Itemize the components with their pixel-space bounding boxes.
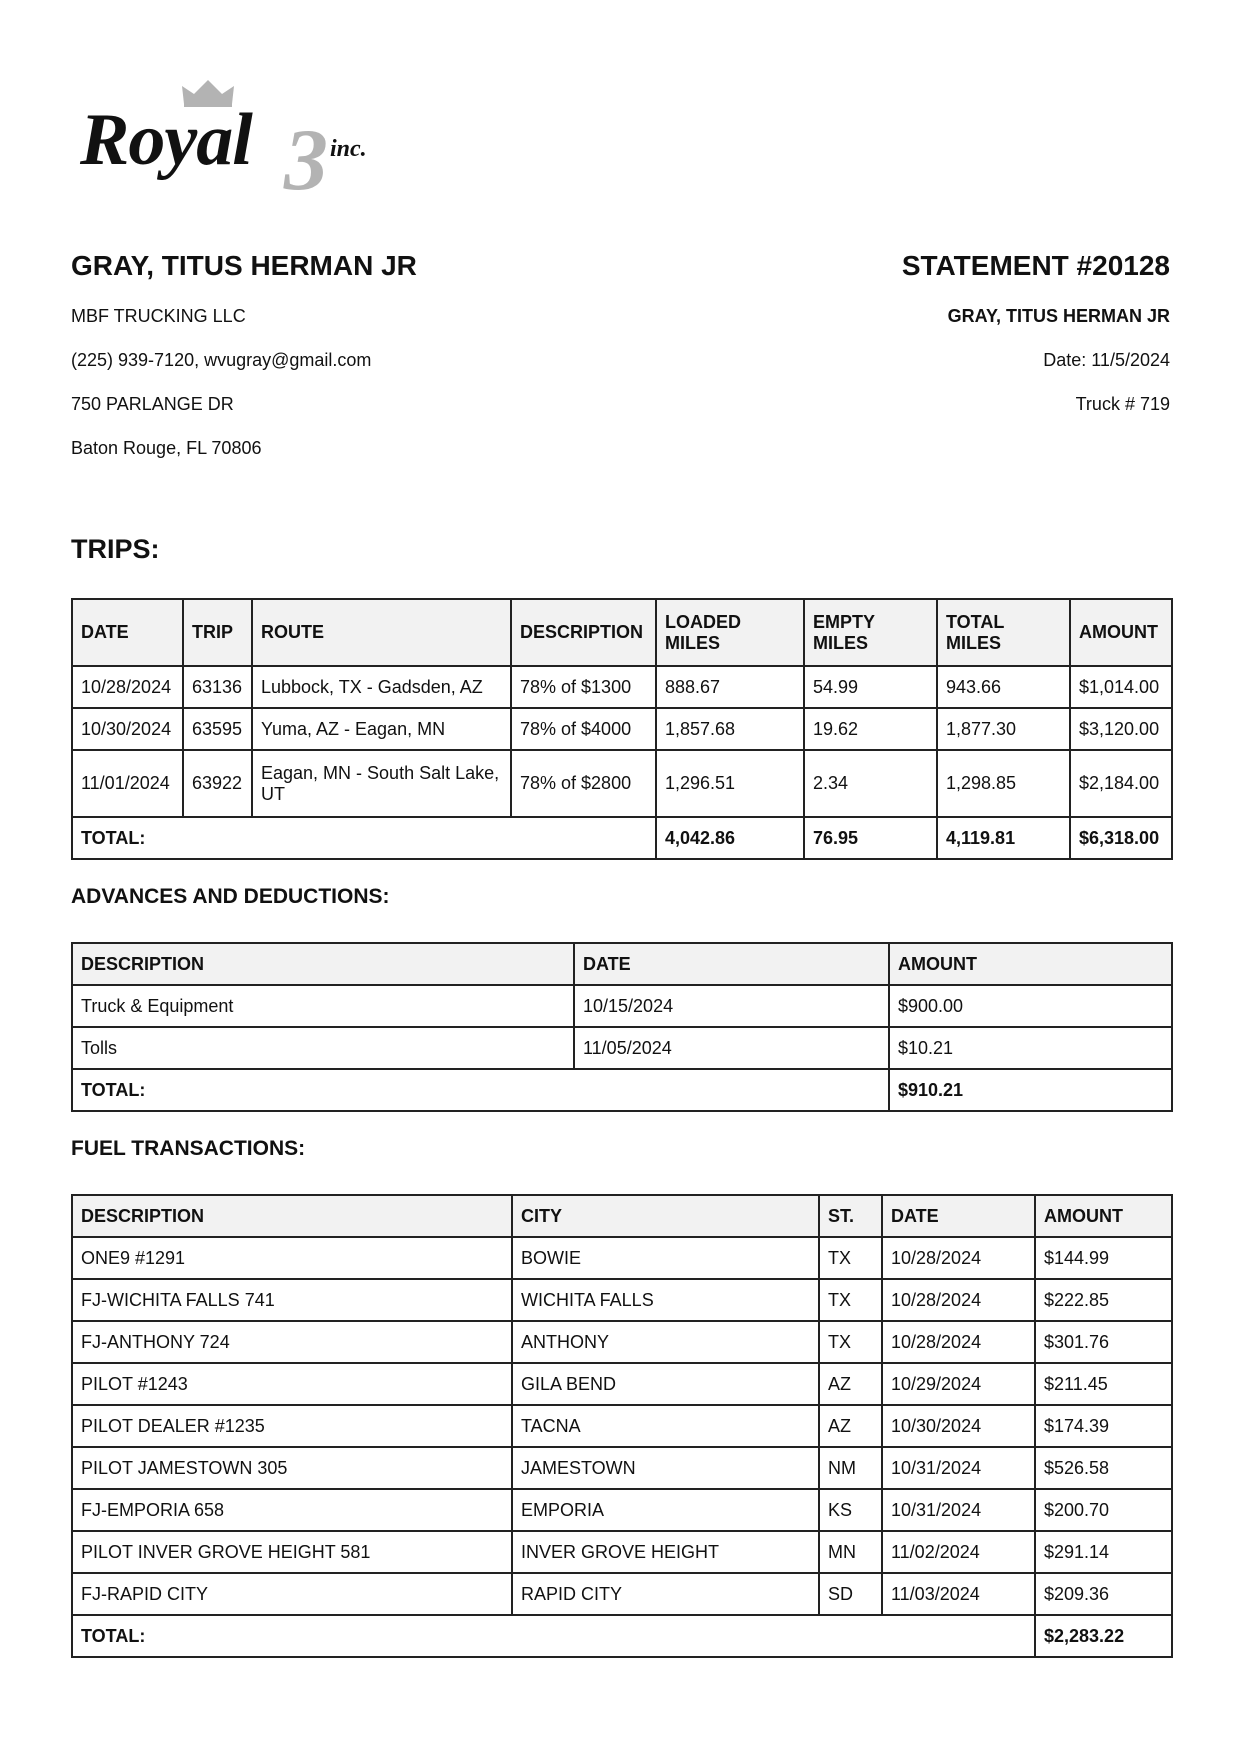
fuel-state: KS bbox=[819, 1489, 882, 1531]
fuel-state: AZ bbox=[819, 1363, 882, 1405]
fuel-city: BOWIE bbox=[512, 1237, 819, 1279]
table-row bbox=[72, 1363, 1172, 1405]
trip-empty-miles: 19.62 bbox=[804, 708, 937, 750]
trip-number: 63595 bbox=[183, 708, 252, 750]
table-row bbox=[72, 1027, 1172, 1069]
logo-suffix: inc. bbox=[330, 136, 367, 162]
fuel-date: 10/30/2024 bbox=[882, 1405, 1035, 1447]
advance-amount: $10.21 bbox=[889, 1027, 1172, 1069]
fuel-description: FJ-RAPID CITY bbox=[72, 1573, 512, 1615]
advance-description: Tolls bbox=[72, 1027, 574, 1069]
fuel-state: NM bbox=[819, 1447, 882, 1489]
column-header-description: DESCRIPTION bbox=[72, 943, 574, 985]
table-row bbox=[72, 708, 1172, 750]
trip-total-miles: 1,298.85 bbox=[937, 750, 1070, 817]
table-row bbox=[72, 1489, 1172, 1531]
column-header-date: DATE bbox=[574, 943, 889, 985]
fuel-description: PILOT #1243 bbox=[72, 1363, 512, 1405]
advance-description: Truck & Equipment bbox=[72, 985, 574, 1027]
trip-amount: $1,014.00 bbox=[1070, 666, 1172, 708]
total-amount: $910.21 bbox=[889, 1069, 1172, 1111]
fuel-city: EMPORIA bbox=[512, 1489, 819, 1531]
trip-amount: $3,120.00 bbox=[1070, 708, 1172, 750]
advance-amount: $900.00 bbox=[889, 985, 1172, 1027]
fuel-amount: $211.45 bbox=[1035, 1363, 1172, 1405]
total-label: TOTAL: bbox=[72, 1069, 889, 1111]
fuel-date: 11/03/2024 bbox=[882, 1573, 1035, 1615]
fuel-amount: $301.76 bbox=[1035, 1321, 1172, 1363]
total-miles: 4,119.81 bbox=[937, 817, 1070, 859]
advance-date: 10/15/2024 bbox=[574, 985, 889, 1027]
fuel-amount: $200.70 bbox=[1035, 1489, 1172, 1531]
column-header-date: DATE bbox=[882, 1195, 1035, 1237]
table-row bbox=[72, 1447, 1172, 1489]
total-amount: $2,283.22 bbox=[1035, 1615, 1172, 1657]
total-label: TOTAL: bbox=[72, 1615, 1035, 1657]
driver-name: GRAY, TITUS HERMAN JR bbox=[71, 250, 417, 281]
fuel-description: FJ-EMPORIA 658 bbox=[72, 1489, 512, 1531]
trip-route: Eagan, MN - South Salt Lake, UT bbox=[252, 750, 511, 817]
trips-table bbox=[71, 598, 1173, 860]
logo-text: Royal bbox=[80, 99, 252, 181]
trip-route: Lubbock, TX - Gadsden, AZ bbox=[252, 666, 511, 708]
statement-date: Date: 11/5/2024 bbox=[1043, 350, 1170, 370]
column-header-empty-miles: EMPTY MILES bbox=[804, 599, 937, 666]
fuel-state: TX bbox=[819, 1321, 882, 1363]
fuel-date: 10/29/2024 bbox=[882, 1363, 1035, 1405]
trip-total-miles: 943.66 bbox=[937, 666, 1070, 708]
fuel-state: TX bbox=[819, 1279, 882, 1321]
fuel-city: JAMESTOWN bbox=[512, 1447, 819, 1489]
fuel-state: MN bbox=[819, 1531, 882, 1573]
table-row bbox=[72, 1573, 1172, 1615]
table-row bbox=[72, 1531, 1172, 1573]
total-row bbox=[72, 1615, 1172, 1657]
fuel-description: PILOT JAMESTOWN 305 bbox=[72, 1447, 512, 1489]
statement-title: STATEMENT #20128 bbox=[901, 250, 1170, 281]
truck-number: Truck # 719 bbox=[1075, 394, 1170, 414]
table-row bbox=[72, 1405, 1172, 1447]
fuel-amount: $144.99 bbox=[1035, 1237, 1172, 1279]
advance-date: 11/05/2024 bbox=[574, 1027, 889, 1069]
fuel-description: PILOT DEALER #1235 bbox=[72, 1405, 512, 1447]
fuel-amount: $526.58 bbox=[1035, 1447, 1172, 1489]
trip-total-miles: 1,877.30 bbox=[937, 708, 1070, 750]
advances-heading: ADVANCES AND DEDUCTIONS: bbox=[71, 885, 390, 908]
logo-number: 3 bbox=[284, 112, 328, 209]
fuel-amount: $209.36 bbox=[1035, 1573, 1172, 1615]
table-row bbox=[72, 1279, 1172, 1321]
fuel-state: SD bbox=[819, 1573, 882, 1615]
fuel-date: 10/28/2024 bbox=[882, 1279, 1035, 1321]
fuel-city: TACNA bbox=[512, 1405, 819, 1447]
trip-empty-miles: 54.99 bbox=[804, 666, 937, 708]
table-row bbox=[72, 750, 1172, 817]
trip-loaded-miles: 888.67 bbox=[656, 666, 804, 708]
fuel-description: FJ-WICHITA FALLS 741 bbox=[72, 1279, 512, 1321]
table-header-row bbox=[72, 943, 1172, 985]
statement-info bbox=[902, 248, 1170, 426]
trip-loaded-miles: 1,857.68 bbox=[656, 708, 804, 750]
fuel-city: ANTHONY bbox=[512, 1321, 819, 1363]
statement-name: GRAY, TITUS HERMAN JR bbox=[947, 306, 1170, 326]
trip-amount: $2,184.00 bbox=[1070, 750, 1172, 817]
total-row bbox=[72, 817, 1172, 859]
column-header-route: ROUTE bbox=[252, 599, 511, 666]
fuel-city: WICHITA FALLS bbox=[512, 1279, 819, 1321]
column-header-amount: AMOUNT bbox=[1070, 599, 1172, 666]
column-header-amount: AMOUNT bbox=[1035, 1195, 1172, 1237]
fuel-amount: $291.14 bbox=[1035, 1531, 1172, 1573]
fuel-date: 10/28/2024 bbox=[882, 1321, 1035, 1363]
fuel-date: 10/31/2024 bbox=[882, 1489, 1035, 1531]
table-header-row bbox=[72, 1195, 1172, 1237]
trips-heading: TRIPS: bbox=[71, 534, 160, 564]
fuel-state: AZ bbox=[819, 1405, 882, 1447]
table-row bbox=[72, 1237, 1172, 1279]
fuel-date: 10/28/2024 bbox=[882, 1237, 1035, 1279]
driver-info bbox=[71, 248, 417, 470]
column-header-loaded-miles: LOADED MILES bbox=[656, 599, 804, 666]
advances-table bbox=[71, 942, 1173, 1112]
fuel-description: ONE9 #1291 bbox=[72, 1237, 512, 1279]
trip-description: 78% of $1300 bbox=[511, 666, 656, 708]
trip-number: 63136 bbox=[183, 666, 252, 708]
total-amount: $6,318.00 bbox=[1070, 817, 1172, 859]
fuel-heading: FUEL TRANSACTIONS: bbox=[71, 1137, 306, 1160]
column-header-city: CITY bbox=[512, 1195, 819, 1237]
column-header-description: DESCRIPTION bbox=[511, 599, 656, 666]
fuel-city: INVER GROVE HEIGHT bbox=[512, 1531, 819, 1573]
trip-number: 63922 bbox=[183, 750, 252, 817]
column-header-state: ST. bbox=[819, 1195, 882, 1237]
fuel-table bbox=[71, 1194, 1173, 1658]
trip-description: 78% of $4000 bbox=[511, 708, 656, 750]
total-row bbox=[72, 1069, 1172, 1111]
column-header-date: DATE bbox=[72, 599, 183, 666]
fuel-amount: $222.85 bbox=[1035, 1279, 1172, 1321]
total-loaded-miles: 4,042.86 bbox=[656, 817, 804, 859]
fuel-amount: $174.39 bbox=[1035, 1405, 1172, 1447]
trip-loaded-miles: 1,296.51 bbox=[656, 750, 804, 817]
fuel-description: PILOT INVER GROVE HEIGHT 581 bbox=[72, 1531, 512, 1573]
driver-address-line1: 750 PARLANGE DR bbox=[71, 394, 234, 414]
column-header-description: DESCRIPTION bbox=[72, 1195, 512, 1237]
trip-date: 10/30/2024 bbox=[72, 708, 183, 750]
trip-date: 10/28/2024 bbox=[72, 666, 183, 708]
company-logo bbox=[78, 78, 388, 209]
trip-description: 78% of $2800 bbox=[511, 750, 656, 817]
driver-company: MBF TRUCKING LLC bbox=[71, 306, 246, 326]
driver-address-line2: Baton Rouge, FL 70806 bbox=[71, 438, 262, 458]
table-row bbox=[72, 666, 1172, 708]
trip-route: Yuma, AZ - Eagan, MN bbox=[252, 708, 511, 750]
fuel-city: RAPID CITY bbox=[512, 1573, 819, 1615]
fuel-state: TX bbox=[819, 1237, 882, 1279]
table-row bbox=[72, 985, 1172, 1027]
table-row bbox=[72, 1321, 1172, 1363]
fuel-description: FJ-ANTHONY 724 bbox=[72, 1321, 512, 1363]
column-header-trip: TRIP bbox=[183, 599, 252, 666]
fuel-city: GILA BEND bbox=[512, 1363, 819, 1405]
trip-date: 11/01/2024 bbox=[72, 750, 183, 817]
trip-empty-miles: 2.34 bbox=[804, 750, 937, 817]
driver-contact: (225) 939-7120, wvugray@gmail.com bbox=[71, 350, 372, 370]
total-label: TOTAL: bbox=[72, 817, 656, 859]
column-header-amount: AMOUNT bbox=[889, 943, 1172, 985]
column-header-total-miles: TOTAL MILES bbox=[937, 599, 1070, 666]
fuel-date: 10/31/2024 bbox=[882, 1447, 1035, 1489]
table-header-row bbox=[72, 599, 1172, 666]
total-empty-miles: 76.95 bbox=[804, 817, 937, 859]
fuel-date: 11/02/2024 bbox=[882, 1531, 1035, 1573]
